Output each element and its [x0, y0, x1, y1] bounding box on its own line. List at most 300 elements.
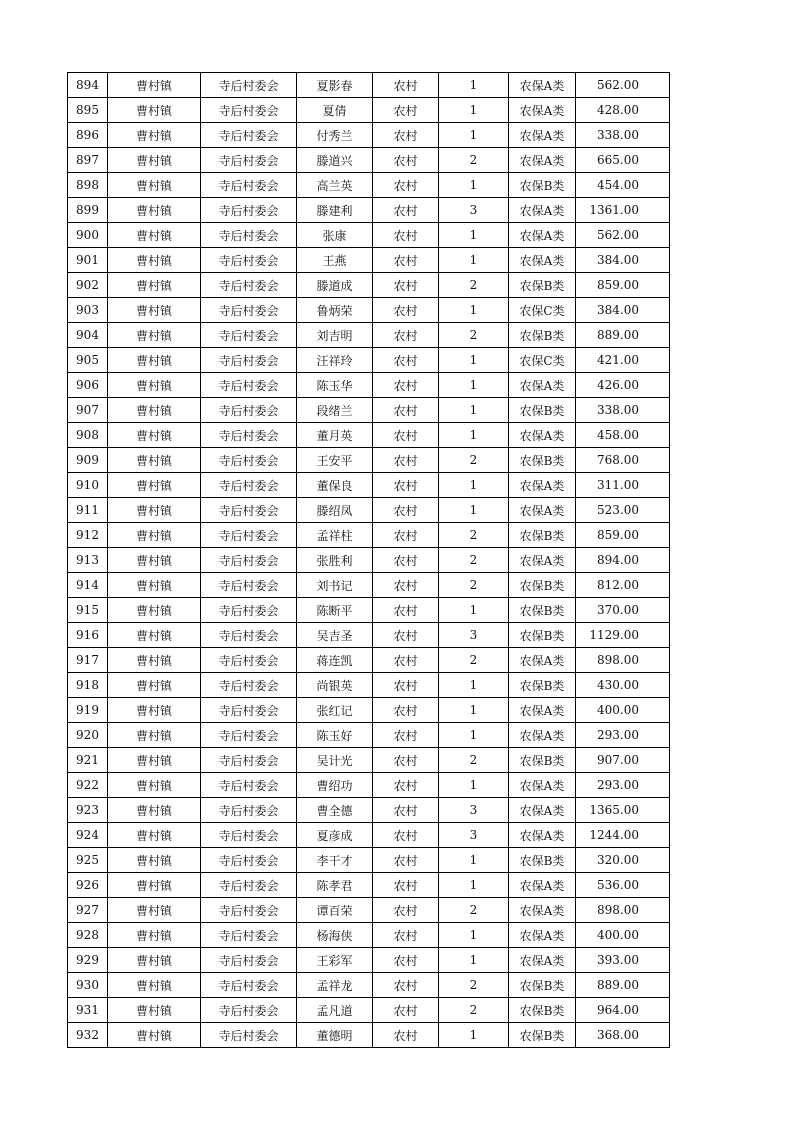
cell-person-name: 杨海侠 [297, 923, 373, 948]
cell-insurance-category: 农保A类 [509, 873, 576, 898]
cell-household-count: 1 [439, 848, 509, 873]
cell-town: 曹村镇 [108, 198, 201, 223]
cell-town: 曹村镇 [108, 748, 201, 773]
cell-insurance-category: 农保B类 [509, 173, 576, 198]
cell-amount: 293.00 [576, 773, 670, 798]
cell-person-name: 董月英 [297, 423, 373, 448]
cell-insurance-category: 农保A类 [509, 423, 576, 448]
cell-area-type: 农村 [373, 548, 439, 573]
table-row [68, 323, 670, 348]
cell-area-type: 农村 [373, 248, 439, 273]
cell-row-number: 906 [68, 373, 108, 398]
table-row [68, 473, 670, 498]
cell-person-name: 陈玉好 [297, 723, 373, 748]
cell-person-name: 张胜利 [297, 548, 373, 573]
cell-person-name: 陈玉华 [297, 373, 373, 398]
cell-town: 曹村镇 [108, 698, 201, 723]
cell-town: 曹村镇 [108, 523, 201, 548]
table-row [68, 123, 670, 148]
cell-area-type: 农村 [373, 698, 439, 723]
table-row [68, 698, 670, 723]
cell-household-count: 3 [439, 798, 509, 823]
cell-row-number: 900 [68, 223, 108, 248]
cell-person-name: 吴计光 [297, 748, 373, 773]
cell-amount: 812.00 [576, 573, 670, 598]
cell-amount: 898.00 [576, 898, 670, 923]
cell-area-type: 农村 [373, 998, 439, 1023]
table-row [68, 73, 670, 98]
table-row [68, 998, 670, 1023]
cell-row-number: 929 [68, 948, 108, 973]
cell-row-number: 918 [68, 673, 108, 698]
cell-town: 曹村镇 [108, 798, 201, 823]
cell-row-number: 901 [68, 248, 108, 273]
cell-person-name: 张红记 [297, 698, 373, 723]
cell-person-name: 孟凡道 [297, 998, 373, 1023]
cell-row-number: 902 [68, 273, 108, 298]
cell-area-type: 农村 [373, 748, 439, 773]
cell-town: 曹村镇 [108, 1023, 201, 1048]
table-row [68, 223, 670, 248]
cell-insurance-category: 农保A类 [509, 223, 576, 248]
cell-insurance-category: 农保A类 [509, 123, 576, 148]
cell-village-committee: 寺后村委会 [201, 123, 297, 148]
table-row [68, 148, 670, 173]
cell-amount: 768.00 [576, 448, 670, 473]
cell-town: 曹村镇 [108, 398, 201, 423]
cell-insurance-category: 农保B类 [509, 598, 576, 623]
table-row [68, 173, 670, 198]
cell-amount: 384.00 [576, 248, 670, 273]
cell-person-name: 陈断平 [297, 598, 373, 623]
cell-village-committee: 寺后村委会 [201, 898, 297, 923]
cell-village-committee: 寺后村委会 [201, 998, 297, 1023]
cell-town: 曹村镇 [108, 223, 201, 248]
cell-row-number: 914 [68, 573, 108, 598]
cell-person-name: 曹全德 [297, 798, 373, 823]
table-row [68, 748, 670, 773]
cell-amount: 1129.00 [576, 623, 670, 648]
cell-household-count: 1 [439, 598, 509, 623]
cell-village-committee: 寺后村委会 [201, 98, 297, 123]
cell-row-number: 932 [68, 1023, 108, 1048]
cell-village-committee: 寺后村委会 [201, 348, 297, 373]
cell-row-number: 931 [68, 998, 108, 1023]
cell-insurance-category: 农保B类 [509, 523, 576, 548]
cell-row-number: 907 [68, 398, 108, 423]
cell-household-count: 1 [439, 673, 509, 698]
cell-area-type: 农村 [373, 123, 439, 148]
cell-village-committee: 寺后村委会 [201, 248, 297, 273]
cell-insurance-category: 农保A类 [509, 473, 576, 498]
cell-person-name: 曹绍功 [297, 773, 373, 798]
cell-village-committee: 寺后村委会 [201, 198, 297, 223]
table-row [68, 398, 670, 423]
cell-village-committee: 寺后村委会 [201, 323, 297, 348]
cell-row-number: 910 [68, 473, 108, 498]
cell-insurance-category: 农保B类 [509, 1023, 576, 1048]
table-row [68, 823, 670, 848]
cell-household-count: 3 [439, 623, 509, 648]
cell-amount: 454.00 [576, 173, 670, 198]
table-row [68, 648, 670, 673]
cell-village-committee: 寺后村委会 [201, 448, 297, 473]
cell-village-committee: 寺后村委会 [201, 73, 297, 98]
cell-row-number: 922 [68, 773, 108, 798]
cell-amount: 338.00 [576, 123, 670, 148]
cell-area-type: 农村 [373, 623, 439, 648]
cell-village-committee: 寺后村委会 [201, 823, 297, 848]
cell-household-count: 1 [439, 773, 509, 798]
cell-area-type: 农村 [373, 898, 439, 923]
cell-area-type: 农村 [373, 1023, 439, 1048]
cell-row-number: 899 [68, 198, 108, 223]
cell-town: 曹村镇 [108, 723, 201, 748]
cell-insurance-category: 农保A类 [509, 823, 576, 848]
cell-village-committee: 寺后村委会 [201, 498, 297, 523]
table-row [68, 973, 670, 998]
cell-person-name: 尚银英 [297, 673, 373, 698]
cell-village-committee: 寺后村委会 [201, 673, 297, 698]
cell-person-name: 董德明 [297, 1023, 373, 1048]
cell-person-name: 高兰英 [297, 173, 373, 198]
cell-area-type: 农村 [373, 723, 439, 748]
cell-household-count: 1 [439, 348, 509, 373]
table-row [68, 523, 670, 548]
cell-row-number: 894 [68, 73, 108, 98]
cell-area-type: 农村 [373, 473, 439, 498]
cell-amount: 562.00 [576, 223, 670, 248]
cell-insurance-category: 农保B类 [509, 398, 576, 423]
cell-amount: 859.00 [576, 523, 670, 548]
cell-town: 曹村镇 [108, 648, 201, 673]
table-row [68, 573, 670, 598]
cell-insurance-category: 农保A类 [509, 198, 576, 223]
cell-village-committee: 寺后村委会 [201, 773, 297, 798]
table-row [68, 723, 670, 748]
cell-village-committee: 寺后村委会 [201, 398, 297, 423]
cell-household-count: 1 [439, 223, 509, 248]
cell-town: 曹村镇 [108, 673, 201, 698]
cell-household-count: 1 [439, 98, 509, 123]
cell-village-committee: 寺后村委会 [201, 223, 297, 248]
table-row [68, 673, 670, 698]
cell-row-number: 895 [68, 98, 108, 123]
cell-insurance-category: 农保B类 [509, 273, 576, 298]
table-row [68, 373, 670, 398]
table-row [68, 198, 670, 223]
cell-area-type: 农村 [373, 873, 439, 898]
cell-village-committee: 寺后村委会 [201, 723, 297, 748]
cell-person-name: 滕道成 [297, 273, 373, 298]
cell-household-count: 2 [439, 648, 509, 673]
cell-person-name: 夏彦成 [297, 823, 373, 848]
cell-row-number: 923 [68, 798, 108, 823]
cell-row-number: 927 [68, 898, 108, 923]
cell-person-name: 段绪兰 [297, 398, 373, 423]
cell-person-name: 滕建利 [297, 198, 373, 223]
cell-household-count: 1 [439, 423, 509, 448]
cell-person-name: 谭百荣 [297, 898, 373, 923]
cell-area-type: 农村 [373, 173, 439, 198]
cell-area-type: 农村 [373, 923, 439, 948]
cell-town: 曹村镇 [108, 773, 201, 798]
cell-town: 曹村镇 [108, 948, 201, 973]
table-row [68, 498, 670, 523]
table-row [68, 773, 670, 798]
cell-insurance-category: 农保A类 [509, 98, 576, 123]
table-row [68, 848, 670, 873]
cell-town: 曹村镇 [108, 498, 201, 523]
cell-person-name: 陈孝君 [297, 873, 373, 898]
cell-insurance-category: 农保B类 [509, 673, 576, 698]
cell-village-committee: 寺后村委会 [201, 598, 297, 623]
cell-row-number: 921 [68, 748, 108, 773]
cell-amount: 428.00 [576, 98, 670, 123]
cell-person-name: 刘书记 [297, 573, 373, 598]
cell-area-type: 农村 [373, 273, 439, 298]
cell-person-name: 蒋连凯 [297, 648, 373, 673]
cell-insurance-category: 农保A类 [509, 148, 576, 173]
cell-area-type: 农村 [373, 598, 439, 623]
cell-amount: 898.00 [576, 648, 670, 673]
cell-town: 曹村镇 [108, 598, 201, 623]
cell-village-committee: 寺后村委会 [201, 273, 297, 298]
cell-village-committee: 寺后村委会 [201, 948, 297, 973]
cell-amount: 1365.00 [576, 798, 670, 823]
cell-area-type: 农村 [373, 298, 439, 323]
cell-insurance-category: 农保A类 [509, 73, 576, 98]
cell-amount: 665.00 [576, 148, 670, 173]
cell-household-count: 1 [439, 248, 509, 273]
cell-row-number: 925 [68, 848, 108, 873]
cell-row-number: 903 [68, 298, 108, 323]
cell-row-number: 908 [68, 423, 108, 448]
cell-town: 曹村镇 [108, 123, 201, 148]
cell-area-type: 农村 [373, 498, 439, 523]
cell-amount: 400.00 [576, 923, 670, 948]
cell-amount: 368.00 [576, 1023, 670, 1048]
cell-village-committee: 寺后村委会 [201, 623, 297, 648]
cell-town: 曹村镇 [108, 248, 201, 273]
cell-insurance-category: 农保A类 [509, 698, 576, 723]
cell-insurance-category: 农保A类 [509, 373, 576, 398]
cell-town: 曹村镇 [108, 998, 201, 1023]
cell-amount: 523.00 [576, 498, 670, 523]
cell-area-type: 农村 [373, 973, 439, 998]
cell-amount: 311.00 [576, 473, 670, 498]
cell-town: 曹村镇 [108, 848, 201, 873]
cell-town: 曹村镇 [108, 548, 201, 573]
cell-household-count: 1 [439, 948, 509, 973]
cell-household-count: 1 [439, 498, 509, 523]
cell-village-committee: 寺后村委会 [201, 523, 297, 548]
cell-village-committee: 寺后村委会 [201, 798, 297, 823]
cell-person-name: 刘吉明 [297, 323, 373, 348]
cell-amount: 964.00 [576, 998, 670, 1023]
table-row [68, 948, 670, 973]
cell-village-committee: 寺后村委会 [201, 873, 297, 898]
cell-household-count: 2 [439, 148, 509, 173]
cell-row-number: 909 [68, 448, 108, 473]
cell-household-count: 2 [439, 748, 509, 773]
cell-town: 曹村镇 [108, 823, 201, 848]
data-table [67, 72, 670, 1048]
cell-row-number: 926 [68, 873, 108, 898]
table-row [68, 273, 670, 298]
cell-area-type: 农村 [373, 373, 439, 398]
cell-town: 曹村镇 [108, 623, 201, 648]
cell-village-committee: 寺后村委会 [201, 173, 297, 198]
cell-amount: 907.00 [576, 748, 670, 773]
cell-town: 曹村镇 [108, 573, 201, 598]
cell-amount: 458.00 [576, 423, 670, 448]
cell-amount: 536.00 [576, 873, 670, 898]
cell-row-number: 913 [68, 548, 108, 573]
cell-amount: 889.00 [576, 323, 670, 348]
cell-village-committee: 寺后村委会 [201, 573, 297, 598]
cell-village-committee: 寺后村委会 [201, 923, 297, 948]
cell-amount: 1361.00 [576, 198, 670, 223]
cell-insurance-category: 农保B类 [509, 623, 576, 648]
cell-town: 曹村镇 [108, 298, 201, 323]
cell-household-count: 1 [439, 298, 509, 323]
cell-amount: 859.00 [576, 273, 670, 298]
cell-village-committee: 寺后村委会 [201, 648, 297, 673]
cell-insurance-category: 农保A类 [509, 898, 576, 923]
table-row [68, 798, 670, 823]
cell-insurance-category: 农保B类 [509, 573, 576, 598]
cell-person-name: 夏倩 [297, 98, 373, 123]
cell-area-type: 农村 [373, 648, 439, 673]
cell-town: 曹村镇 [108, 923, 201, 948]
cell-household-count: 2 [439, 998, 509, 1023]
cell-household-count: 2 [439, 523, 509, 548]
cell-town: 曹村镇 [108, 323, 201, 348]
cell-village-committee: 寺后村委会 [201, 423, 297, 448]
cell-village-committee: 寺后村委会 [201, 748, 297, 773]
cell-area-type: 农村 [373, 73, 439, 98]
cell-insurance-category: 农保B类 [509, 748, 576, 773]
cell-person-name: 孟祥柱 [297, 523, 373, 548]
cell-row-number: 912 [68, 523, 108, 548]
cell-village-committee: 寺后村委会 [201, 848, 297, 873]
cell-person-name: 夏影春 [297, 73, 373, 98]
cell-amount: 430.00 [576, 673, 670, 698]
cell-row-number: 915 [68, 598, 108, 623]
cell-person-name: 董保良 [297, 473, 373, 498]
cell-insurance-category: 农保B类 [509, 323, 576, 348]
cell-area-type: 农村 [373, 323, 439, 348]
cell-row-number: 928 [68, 923, 108, 948]
cell-person-name: 吴吉圣 [297, 623, 373, 648]
cell-area-type: 农村 [373, 823, 439, 848]
table-row [68, 873, 670, 898]
cell-town: 曹村镇 [108, 148, 201, 173]
cell-area-type: 农村 [373, 148, 439, 173]
cell-amount: 393.00 [576, 948, 670, 973]
cell-insurance-category: 农保A类 [509, 548, 576, 573]
cell-row-number: 898 [68, 173, 108, 198]
cell-insurance-category: 农保A类 [509, 498, 576, 523]
cell-household-count: 1 [439, 723, 509, 748]
cell-row-number: 904 [68, 323, 108, 348]
table-row [68, 248, 670, 273]
cell-area-type: 农村 [373, 523, 439, 548]
cell-household-count: 1 [439, 173, 509, 198]
cell-area-type: 农村 [373, 573, 439, 598]
cell-insurance-category: 农保A类 [509, 798, 576, 823]
cell-area-type: 农村 [373, 398, 439, 423]
table-row [68, 448, 670, 473]
cell-row-number: 916 [68, 623, 108, 648]
table-row [68, 923, 670, 948]
cell-amount: 889.00 [576, 973, 670, 998]
table-row [68, 548, 670, 573]
cell-village-committee: 寺后村委会 [201, 298, 297, 323]
cell-village-committee: 寺后村委会 [201, 973, 297, 998]
cell-insurance-category: 农保A类 [509, 723, 576, 748]
cell-amount: 384.00 [576, 298, 670, 323]
cell-area-type: 农村 [373, 948, 439, 973]
cell-town: 曹村镇 [108, 473, 201, 498]
cell-area-type: 农村 [373, 223, 439, 248]
cell-household-count: 1 [439, 873, 509, 898]
cell-household-count: 3 [439, 198, 509, 223]
cell-amount: 400.00 [576, 698, 670, 723]
cell-area-type: 农村 [373, 773, 439, 798]
cell-household-count: 1 [439, 398, 509, 423]
cell-person-name: 王彩军 [297, 948, 373, 973]
cell-town: 曹村镇 [108, 973, 201, 998]
table-row [68, 348, 670, 373]
cell-village-committee: 寺后村委会 [201, 373, 297, 398]
cell-insurance-category: 农保B类 [509, 998, 576, 1023]
cell-row-number: 905 [68, 348, 108, 373]
cell-household-count: 2 [439, 898, 509, 923]
cell-person-name: 王燕 [297, 248, 373, 273]
cell-household-count: 1 [439, 473, 509, 498]
cell-town: 曹村镇 [108, 348, 201, 373]
cell-town: 曹村镇 [108, 898, 201, 923]
cell-amount: 421.00 [576, 348, 670, 373]
cell-village-committee: 寺后村委会 [201, 148, 297, 173]
cell-household-count: 2 [439, 548, 509, 573]
cell-person-name: 孟祥龙 [297, 973, 373, 998]
cell-household-count: 1 [439, 1023, 509, 1048]
cell-household-count: 1 [439, 373, 509, 398]
cell-town: 曹村镇 [108, 173, 201, 198]
cell-amount: 1244.00 [576, 823, 670, 848]
cell-area-type: 农村 [373, 798, 439, 823]
cell-village-committee: 寺后村委会 [201, 473, 297, 498]
cell-amount: 338.00 [576, 398, 670, 423]
cell-person-name: 汪祥玲 [297, 348, 373, 373]
cell-area-type: 农村 [373, 423, 439, 448]
cell-row-number: 911 [68, 498, 108, 523]
cell-insurance-category: 农保A类 [509, 923, 576, 948]
cell-insurance-category: 农保B类 [509, 848, 576, 873]
cell-amount: 426.00 [576, 373, 670, 398]
cell-amount: 320.00 [576, 848, 670, 873]
cell-village-committee: 寺后村委会 [201, 1023, 297, 1048]
cell-household-count: 1 [439, 698, 509, 723]
cell-area-type: 农村 [373, 348, 439, 373]
cell-person-name: 滕道兴 [297, 148, 373, 173]
cell-household-count: 2 [439, 973, 509, 998]
cell-area-type: 农村 [373, 448, 439, 473]
table-row [68, 1023, 670, 1048]
